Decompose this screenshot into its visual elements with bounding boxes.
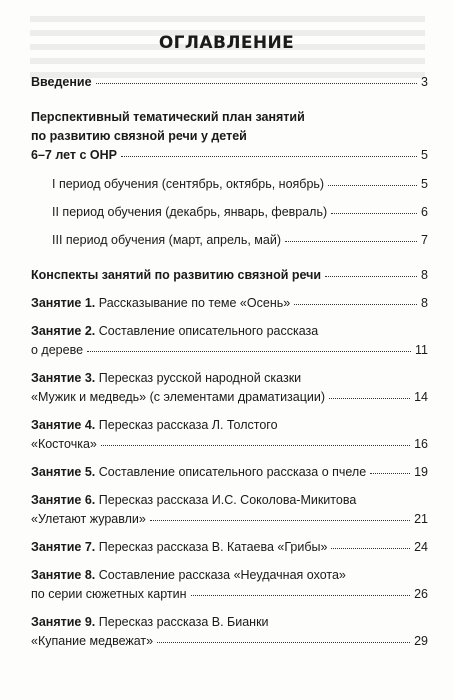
dot-leader bbox=[150, 519, 410, 521]
toc-entry-plan[interactable] bbox=[31, 148, 428, 165]
lesson-number: Занятие 6. bbox=[31, 493, 96, 507]
toc-page-number: 11 bbox=[415, 343, 428, 357]
lesson-number: Занятие 4. bbox=[31, 418, 96, 432]
lesson-title: Пересказ рассказа В. Катаева «Грибы» bbox=[98, 540, 328, 554]
toc-entry-lesson-3[interactable] bbox=[31, 390, 428, 407]
dot-leader bbox=[285, 240, 417, 242]
toc-page-number: 26 bbox=[414, 587, 428, 601]
toc-entry-konspekty[interactable] bbox=[31, 268, 428, 285]
toc-page-number: 21 bbox=[414, 512, 428, 526]
toc-page-number: 8 bbox=[421, 268, 428, 282]
toc-entry-lesson-9[interactable] bbox=[31, 634, 428, 651]
lesson-title-cont: «Купание медвежат» bbox=[31, 634, 154, 648]
toc-entry-lesson-4-line1[interactable] bbox=[31, 418, 428, 435]
dot-leader bbox=[121, 155, 417, 157]
lesson-title: Составление описательного рассказа bbox=[98, 324, 319, 338]
lesson-title-cont: «Мужик и медведь» (с элементами драматизации) bbox=[31, 390, 326, 404]
dot-leader bbox=[96, 82, 417, 84]
toc-entry-label: I период обучения (сентябрь, октябрь, ноябрь) bbox=[52, 177, 325, 191]
dot-leader bbox=[87, 350, 411, 352]
dot-leader bbox=[328, 184, 417, 186]
toc-entry-lesson-7[interactable] bbox=[31, 540, 428, 557]
toc-entry-lesson-6[interactable] bbox=[31, 512, 428, 529]
toc-page-number: 7 bbox=[421, 233, 428, 247]
lesson-title: Рассказывание по теме «Осень» bbox=[98, 296, 291, 310]
dot-leader bbox=[294, 303, 417, 305]
toc-page-number: 3 bbox=[421, 75, 428, 89]
toc-entry-lesson-3-line1[interactable] bbox=[31, 371, 428, 388]
dot-leader bbox=[331, 212, 417, 214]
lesson-title: Пересказ рассказа И.С. Соколова-Микитова bbox=[98, 493, 357, 507]
toc-entry-lesson-2-line1[interactable] bbox=[31, 324, 428, 341]
toc-entry-period-1[interactable] bbox=[52, 177, 428, 194]
toc-entry-plan-line1[interactable]: Перспективный тематический план занятий bbox=[31, 110, 305, 124]
lesson-number: Занятие 3. bbox=[31, 371, 96, 385]
dot-leader bbox=[329, 397, 410, 399]
lesson-number: Занятие 5. bbox=[31, 465, 96, 479]
lesson-title-cont: «Улетают журавли» bbox=[31, 512, 146, 526]
toc-entry-lesson-8-line1[interactable] bbox=[31, 568, 428, 585]
lesson-title: Пересказ рассказа Л. Толстого bbox=[98, 418, 278, 432]
lesson-title: Составление рассказа «Неудачная охота» bbox=[98, 568, 346, 582]
page-title: ОГЛАВЛЕНИЕ bbox=[158, 33, 295, 53]
toc-entry-label: 6–7 лет с ОНР bbox=[31, 148, 117, 162]
lesson-title: Пересказ рассказа В. Бианки bbox=[98, 615, 269, 629]
toc-page-number: 6 bbox=[421, 205, 428, 219]
toc-entry-intro[interactable] bbox=[31, 75, 428, 92]
toc-entry-lesson-4[interactable] bbox=[31, 437, 428, 454]
lesson-title: Составление описательного рассказа о пчеле bbox=[98, 465, 367, 479]
toc-entry-period-2[interactable] bbox=[52, 205, 428, 222]
toc-entry-plan-line2[interactable]: по развитию связной речи у детей bbox=[31, 129, 247, 143]
dot-leader bbox=[325, 275, 417, 277]
dot-leader bbox=[157, 641, 410, 643]
lesson-number: Занятие 9. bbox=[31, 615, 96, 629]
lesson-title-cont: по серии сюжетных картин bbox=[31, 587, 187, 601]
toc-page-number: 5 bbox=[421, 148, 428, 162]
lesson-number: Занятие 7. bbox=[31, 540, 96, 554]
dot-leader bbox=[101, 444, 410, 446]
toc-entry-lesson-9-line1[interactable] bbox=[31, 615, 428, 632]
toc-page-number: 8 bbox=[421, 296, 428, 310]
toc-entry-lesson-1[interactable] bbox=[31, 296, 428, 313]
lesson-number: Занятие 1. bbox=[31, 296, 96, 310]
lesson-title-cont: «Косточка» bbox=[31, 437, 97, 451]
dot-leader bbox=[331, 547, 410, 549]
toc-entry-lesson-8[interactable] bbox=[31, 587, 428, 604]
lesson-title-cont: о дереве bbox=[31, 343, 84, 357]
lesson-number: Занятие 2. bbox=[31, 324, 96, 338]
toc-entry-label: Введение bbox=[31, 75, 92, 89]
toc-page-number: 19 bbox=[414, 465, 428, 479]
toc-page-number: 14 bbox=[414, 390, 428, 404]
dot-leader bbox=[191, 594, 411, 596]
toc-page-number: 29 bbox=[414, 634, 428, 648]
toc-entry-label: Конспекты занятий по развитию связной речи bbox=[31, 268, 322, 282]
toc-entry-lesson-5[interactable] bbox=[31, 465, 428, 482]
toc-page-number: 5 bbox=[421, 177, 428, 191]
toc-entry-label: III период обучения (март, апрель, май) bbox=[52, 233, 281, 247]
toc-entry-lesson-6-line1[interactable] bbox=[31, 493, 428, 510]
toc-entry-period-3[interactable] bbox=[52, 233, 428, 250]
lesson-number: Занятие 8. bbox=[31, 568, 96, 582]
toc-entry-lesson-2[interactable] bbox=[31, 343, 428, 360]
dot-leader bbox=[370, 472, 410, 474]
toc-entry-label: II период обучения (декабрь, январь, февраль) bbox=[52, 205, 328, 219]
toc-page-number: 24 bbox=[414, 540, 428, 554]
toc-page-number: 16 bbox=[414, 437, 428, 451]
lesson-title: Пересказ русской народной сказки bbox=[98, 371, 302, 385]
